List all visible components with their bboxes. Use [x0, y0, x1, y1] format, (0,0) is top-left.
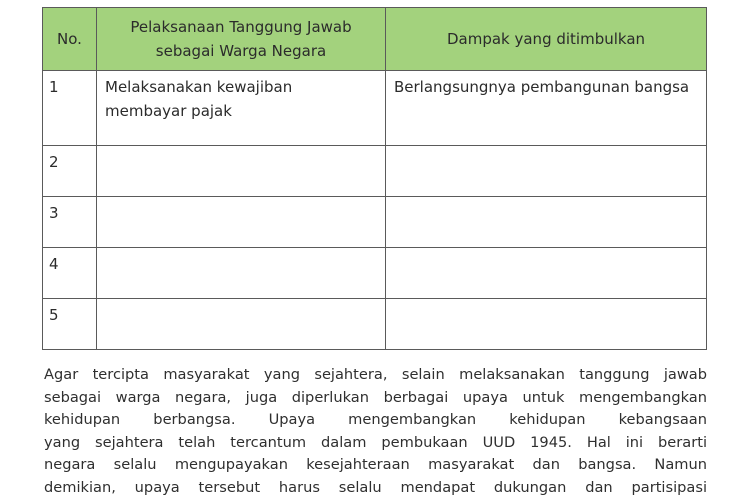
dampak-cell[interactable]	[386, 146, 707, 197]
table-header-row	[43, 8, 707, 71]
row-number: 3	[43, 197, 97, 248]
table-row	[43, 299, 707, 350]
pelaksanaan-cell: Melaksanakan kewajiban membayar pajak	[97, 71, 386, 146]
header-no: No.	[43, 8, 97, 71]
row-number: 2	[43, 146, 97, 197]
table-row	[43, 197, 707, 248]
header-dampak: Dampak yang ditimbulkan	[386, 8, 707, 71]
row-number: 4	[43, 248, 97, 299]
table-row	[43, 71, 707, 146]
body-paragraph	[44, 364, 707, 500]
row-number: 5	[43, 299, 97, 350]
worksheet-table-container	[42, 7, 707, 350]
paragraph-line: yang sejahtera telah tercantum dalam pembukaan UUD 1945. Hal ini berarti	[44, 433, 707, 451]
dampak-cell[interactable]	[386, 248, 707, 299]
header-pelaksanaan: Pelaksanaan Tanggung Jawab sebagai Warga Negara	[97, 8, 386, 71]
pelaksanaan-cell[interactable]	[97, 248, 386, 299]
pelaksanaan-cell[interactable]	[97, 197, 386, 248]
paragraph-line: kehidupan berbangsa. Upaya mengembangkan kehidupan kebangsaan	[44, 411, 707, 429]
paragraph-line: Agar tercipta masyarakat yang sejahtera, selain melaksanakan tanggung jawab	[44, 366, 707, 383]
paragraph-line: negara selalu mengupayakan kesejahteraan masyarakat dan bangsa. Namun	[44, 456, 707, 474]
pelaksanaan-cell[interactable]	[97, 299, 386, 350]
row-number: 1	[43, 71, 97, 146]
table-row	[43, 248, 707, 299]
table-row	[43, 146, 707, 197]
responsibility-table	[42, 7, 707, 350]
paragraph-line: sebagai warga negara, juga diperlukan berbagai upaya untuk mengembangkan	[44, 388, 707, 406]
dampak-cell[interactable]	[386, 197, 707, 248]
paragraph-line: demikian, upaya tersebut harus selalu mendapat dukungan dan partisipasi	[44, 478, 707, 496]
dampak-cell[interactable]	[386, 299, 707, 350]
pelaksanaan-cell[interactable]	[97, 146, 386, 197]
dampak-cell: Berlangsungnya pembangunan bangsa	[386, 71, 707, 146]
